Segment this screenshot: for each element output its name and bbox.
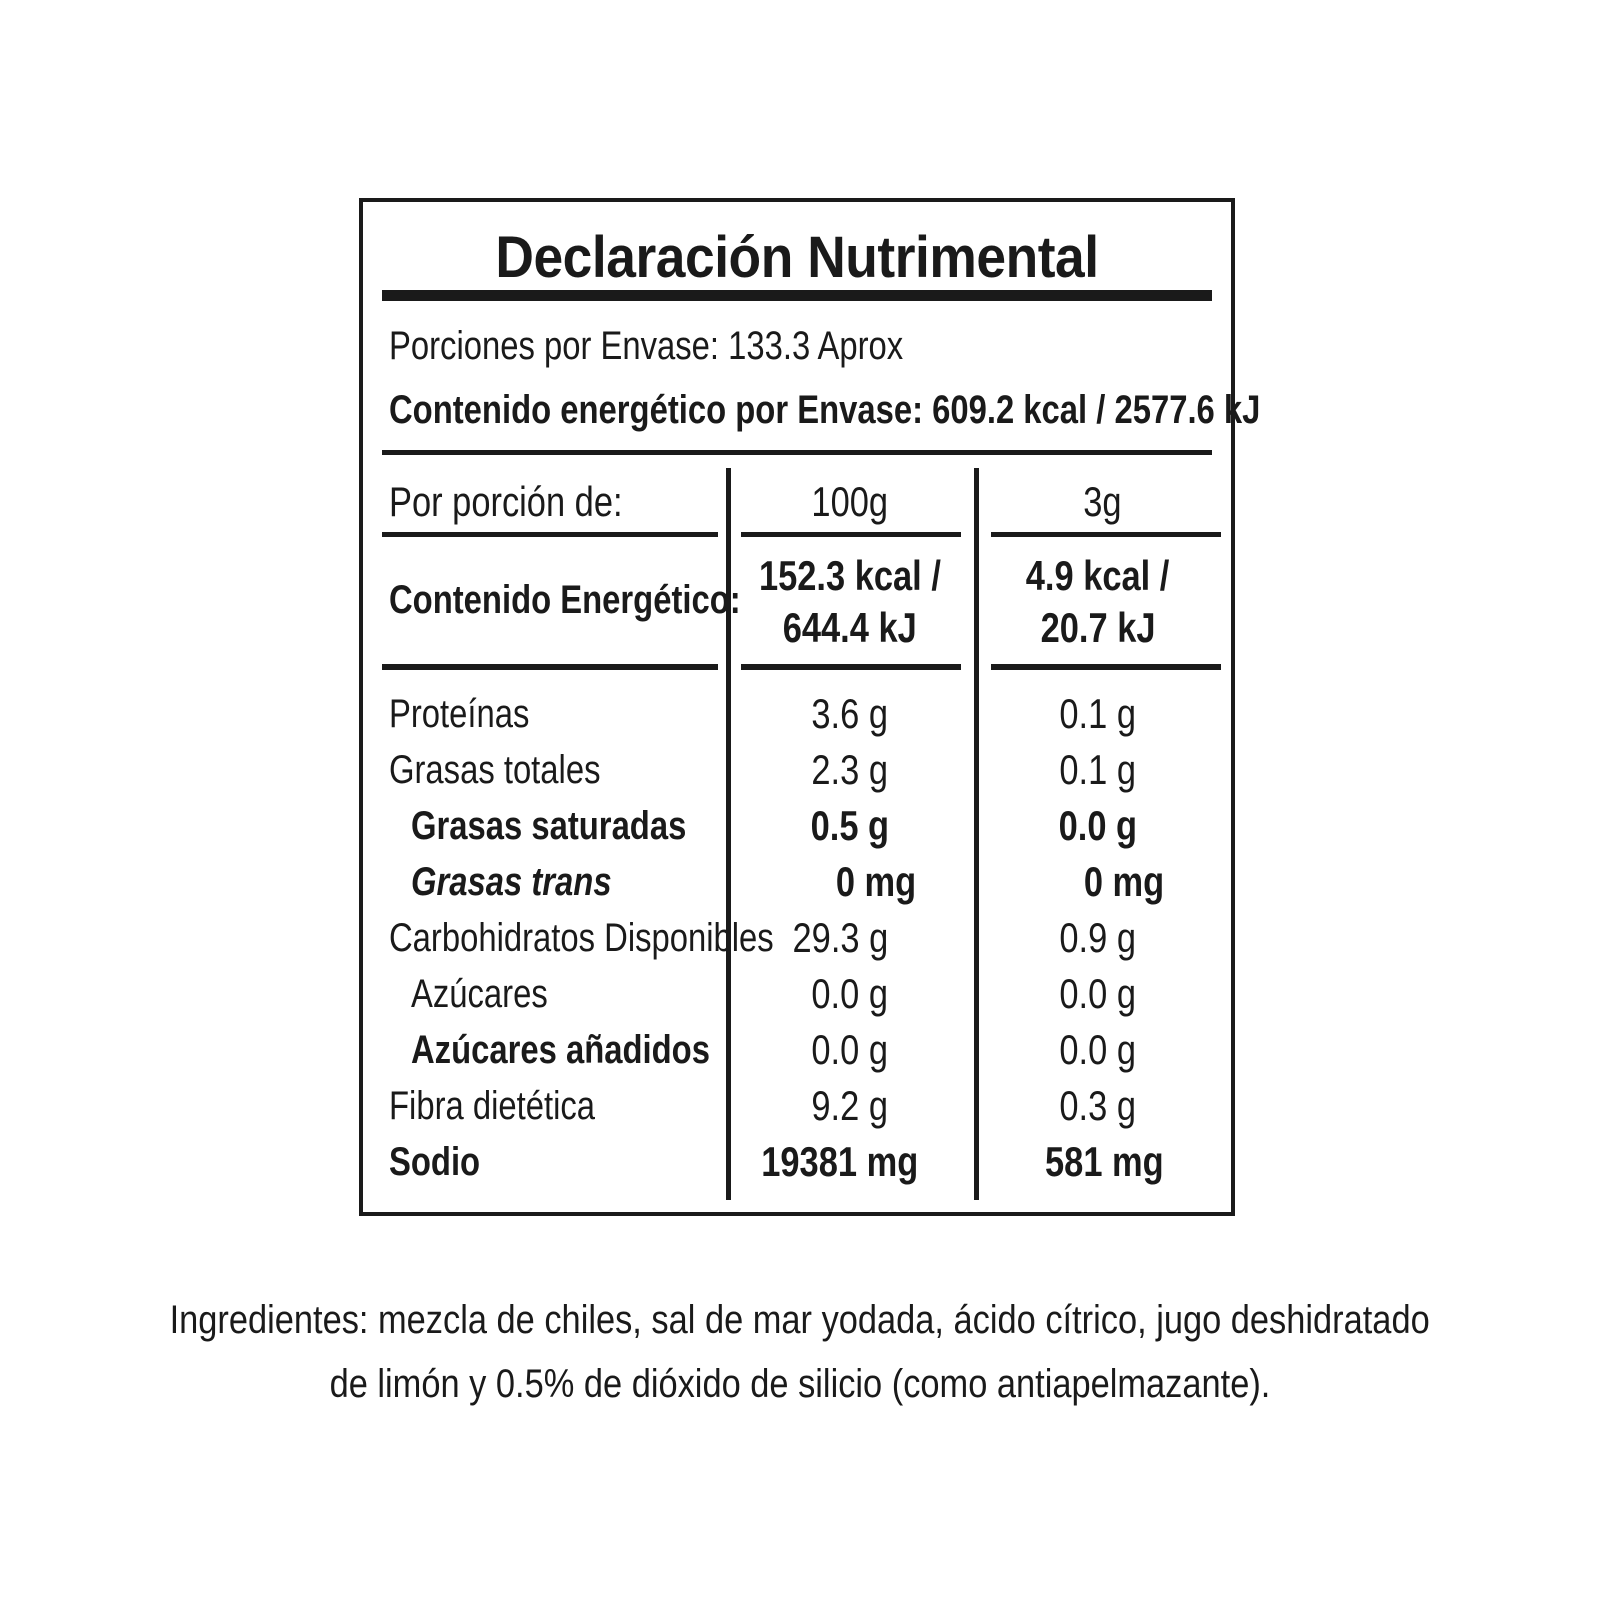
nutrient-label: Grasas totales bbox=[389, 748, 601, 792]
nutrient-value-100g: 29.3 g bbox=[792, 914, 888, 961]
nutrient-value-100g: 2.3 g bbox=[811, 746, 889, 793]
nutrient-value-3g: 0.1 g bbox=[1059, 746, 1137, 793]
nutrition-label bbox=[359, 198, 1261, 1216]
nutrient-value-3g: 0.0 g bbox=[1058, 802, 1138, 849]
nutrient-value-100g: 9.2 g bbox=[811, 1082, 889, 1129]
nutrient-label: Grasas trans bbox=[411, 860, 612, 904]
nutrient-value-100g: 19381 mg bbox=[761, 1138, 919, 1185]
nutrient-value-3g: 0.0 g bbox=[1059, 970, 1137, 1017]
nutrient-label: Fibra dietética bbox=[389, 1084, 596, 1128]
portion-divider-a bbox=[382, 532, 718, 537]
nutrient-label: Azúcares bbox=[411, 972, 548, 1016]
header-divider bbox=[382, 450, 1212, 455]
nutrient-label: Carbohidratos Disponibles bbox=[389, 916, 774, 960]
nutrient-label: Sodio bbox=[389, 1140, 481, 1184]
nutrient-value-3g: 581 mg bbox=[1044, 1138, 1164, 1185]
energy-divider-b bbox=[741, 664, 961, 670]
nutrient-value-100g: 0.0 g bbox=[811, 1026, 889, 1073]
nutrient-value-3g: 0.9 g bbox=[1059, 914, 1137, 961]
portion-divider-c bbox=[991, 532, 1221, 537]
ingredients-line-1: Ingredientes: mezcla de chiles, sal de mar yodada, ácido cítrico, jugo deshidratado bbox=[169, 1298, 1431, 1342]
nutrient-label: Proteínas bbox=[389, 692, 530, 736]
col-3g-header: 3g bbox=[1082, 478, 1122, 525]
nutrient-value-3g: 0 mg bbox=[1083, 858, 1165, 905]
nutrient-label: Grasas saturadas bbox=[411, 804, 687, 848]
nutrient-value-100g: 3.6 g bbox=[811, 690, 889, 737]
energy-per-container: Contenido energético por Envase: 609.2 kcal / 2577.6 kJ bbox=[389, 388, 1261, 432]
energy-100g: 152.3 kcal / 644.4 kJ bbox=[759, 552, 941, 651]
nutrient-value-3g: 0.0 g bbox=[1059, 1026, 1137, 1073]
nutrient-label: Azúcares añadidos bbox=[411, 1028, 710, 1072]
energy-label: Contenido Energético: bbox=[389, 578, 741, 622]
nutrient-value-100g: 0 mg bbox=[835, 858, 917, 905]
portion-divider-b bbox=[741, 532, 961, 537]
energy-divider-a bbox=[382, 664, 718, 670]
label-title: Declaración Nutrimental bbox=[495, 225, 1099, 290]
nutrient-value-100g: 0.5 g bbox=[810, 802, 890, 849]
servings-per-container: Porciones por Envase: 133.3 Aprox bbox=[389, 324, 904, 368]
ingredients-line-2: de limón y 0.5% de dióxido de silicio (como antiapelmazante). bbox=[329, 1362, 1271, 1406]
column-divider-2 bbox=[974, 468, 979, 1200]
nutrient-value-3g: 0.1 g bbox=[1059, 690, 1137, 737]
energy-divider-c bbox=[991, 664, 1221, 670]
ingredients-text bbox=[60, 1288, 1540, 1416]
col-100g-header: 100g bbox=[811, 478, 889, 525]
title-divider bbox=[382, 290, 1212, 301]
nutrient-value-3g: 0.3 g bbox=[1059, 1082, 1137, 1129]
nutrient-value-100g: 0.0 g bbox=[811, 970, 889, 1017]
per-portion-label: Por porción de: bbox=[389, 478, 623, 525]
energy-3g: 4.9 kcal / 20.7 kJ bbox=[1026, 552, 1170, 651]
